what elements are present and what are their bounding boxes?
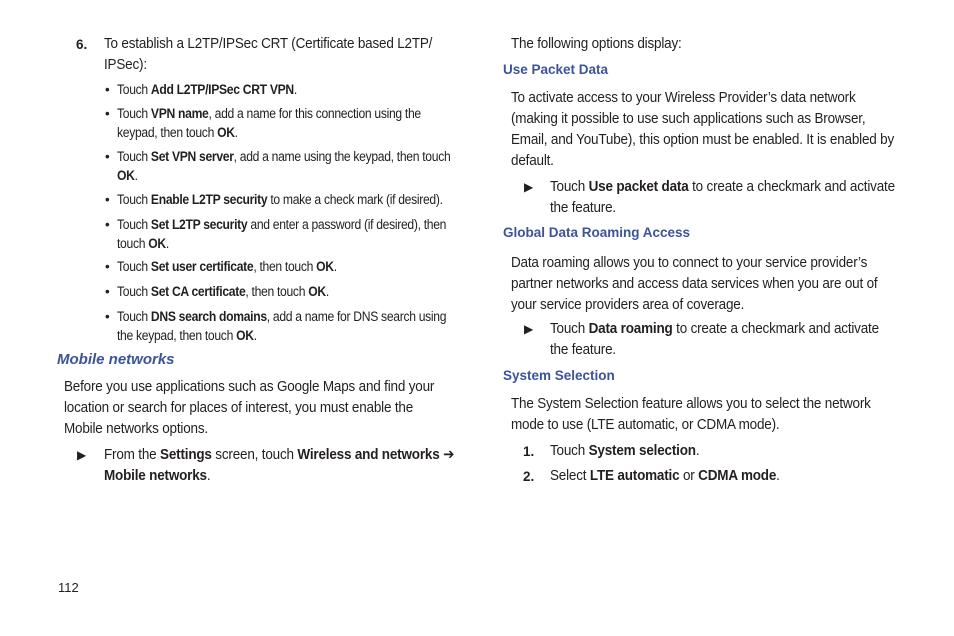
bullet-bold-term: Add L2TP/IPSec CRT VPN [150, 82, 294, 97]
paragraph-line: default. [511, 153, 554, 169]
step-text-line [104, 466, 210, 487]
paragraph-line: Email, and YouTube), this option must be enabled. It is enabled by [511, 132, 895, 148]
bullet-icon: • [105, 192, 110, 207]
arrow-bullet-icon: ▶ [524, 322, 534, 336]
bullet-bold-term: Set user certificate [150, 259, 254, 274]
step-text: . [206, 468, 211, 484]
arrow-bullet-icon: ▶ [524, 180, 534, 194]
step-text-line [550, 441, 699, 462]
step-bold-term: Data roaming [588, 321, 673, 337]
step-text: Touch [550, 321, 589, 337]
bullet-bold-term: OK [148, 236, 166, 251]
bullet-icon: • [105, 259, 110, 274]
bullet-text: Touch [117, 106, 151, 121]
intro-text: The following options display: [511, 36, 682, 52]
bullet-icon: • [105, 106, 110, 121]
arrow-bullet-icon: ▶ [77, 448, 87, 462]
paragraph-line: your service providers area of coverage. [511, 297, 745, 313]
step-text: . [695, 443, 700, 459]
section-heading-system-selection: System Selection [503, 368, 615, 383]
step-text: screen, touch [211, 447, 298, 463]
bullet-text: Touch [117, 149, 151, 164]
step-text-line: the feature. [550, 342, 617, 358]
step-text: or [679, 468, 699, 484]
list-item [117, 282, 329, 301]
paragraph-line: mode to use (LTE automatic, or CDMA mode). [511, 417, 780, 433]
list-item-continuation [117, 123, 238, 142]
bullet-bold-term: Set CA certificate [150, 284, 246, 299]
bullet-bold-term: Enable L2TP security [150, 192, 268, 207]
paragraph-line: location or search for places of interest, you must enable the [64, 400, 414, 416]
paragraph-line: (making it possible to use such applications such as Browser, [511, 111, 866, 127]
step-text-line [550, 466, 780, 487]
step-text-line [104, 445, 454, 466]
step-text: From the [104, 447, 161, 463]
bullet-bold-term: OK [316, 259, 334, 274]
bullet-text: . [325, 284, 329, 299]
bullet-bold-term: OK [308, 284, 326, 299]
step-text: Touch [550, 179, 589, 195]
bullet-text: . [165, 236, 169, 251]
paragraph-line: Before you use applications such as Google Maps and find your [64, 379, 435, 395]
bullet-text: , add a name for this connection using the [208, 106, 421, 121]
list-item [117, 307, 446, 326]
list-item [117, 190, 443, 209]
paragraph-line: Mobile networks options. [64, 421, 208, 437]
bullet-bold-term: OK [236, 328, 254, 343]
step-text-line: IPSec): [104, 57, 147, 73]
bullet-bold-term: OK [117, 168, 135, 183]
bullet-text: Touch [117, 192, 151, 207]
step-bold-term: Wireless and networks ➔ [297, 447, 455, 463]
bullet-text: , add a name for DNS search using [266, 309, 447, 324]
step-text-line [550, 177, 895, 198]
bullet-bold-term: DNS search domains [150, 309, 267, 324]
bullet-text: . [134, 168, 138, 183]
bullet-text: , then touch [253, 259, 317, 274]
step-text: to create a checkmark and activate [688, 179, 895, 195]
paragraph-line: Data roaming allows you to connect to your service provider’s [511, 255, 868, 271]
step-text-line: To establish a L2TP/IPSec CRT (Certificate based L2TP/ [104, 36, 433, 52]
bullet-bold-term: Set VPN server [150, 149, 234, 164]
bullet-text: touch [117, 236, 149, 251]
step-text-line [550, 319, 879, 340]
step-number: 1. [523, 444, 535, 459]
bullet-bold-term: OK [217, 125, 235, 140]
step-text-line: the feature. [550, 200, 617, 216]
paragraph-line: The System Selection feature allows you to select the network [511, 396, 871, 412]
bullet-icon: • [105, 309, 110, 324]
step-text: to create a checkmark and activate [672, 321, 879, 337]
step-bold-term: Use packet data [588, 179, 689, 195]
list-item [117, 104, 421, 123]
bullet-text: , add a name using the keypad, then touch [233, 149, 451, 164]
section-heading-mobile-networks: Mobile networks [57, 351, 175, 368]
list-item [117, 80, 297, 99]
bullet-text: keypad, then touch [117, 125, 218, 140]
bullet-text: Touch [117, 217, 151, 232]
paragraph-line: partner networks and access data services when you are out of [511, 276, 878, 292]
section-heading-use-packet-data: Use Packet Data [503, 62, 609, 77]
bullet-text: to make a check mark (if desired). [267, 192, 443, 207]
bullet-bold-term: Set L2TP security [150, 217, 248, 232]
bullet-icon: • [105, 217, 110, 232]
section-heading-global-data-roaming: Global Data Roaming Access [503, 225, 691, 240]
bullet-text: . [253, 328, 257, 343]
bullet-icon: • [105, 82, 110, 97]
step-text: Touch [550, 443, 589, 459]
bullet-text: . [234, 125, 238, 140]
paragraph-line: To activate access to your Wireless Provider’s data network [511, 90, 856, 106]
list-item-continuation [117, 234, 169, 253]
step-number: 2. [523, 469, 535, 484]
step-number: 6. [76, 37, 88, 52]
step-text: . [776, 468, 780, 484]
page-number: 112 [58, 580, 79, 595]
step-bold-term: System selection [588, 443, 696, 459]
bullet-text: the keypad, then touch [117, 328, 237, 343]
bullet-icon: • [105, 149, 110, 164]
list-item-continuation [117, 166, 138, 185]
step-bold-term: Settings [160, 447, 212, 463]
list-item-continuation [117, 326, 257, 345]
bullet-text: Touch [117, 309, 151, 324]
list-item [117, 215, 446, 234]
list-item [117, 257, 337, 276]
bullet-bold-term: VPN name [150, 106, 209, 121]
bullet-text: . [293, 82, 297, 97]
list-item [117, 147, 450, 166]
bullet-text: and enter a password (if desired), then [247, 217, 447, 232]
step-bold-term: CDMA mode [698, 468, 777, 484]
step-bold-term: LTE automatic [589, 468, 680, 484]
bullet-text: Touch [117, 82, 151, 97]
bullet-text: , then touch [245, 284, 309, 299]
bullet-text: . [333, 259, 337, 274]
bullet-text: Touch [117, 284, 151, 299]
step-bold-term: Mobile networks [104, 468, 207, 484]
step-text: Select [550, 468, 590, 484]
bullet-text: Touch [117, 259, 151, 274]
bullet-icon: • [105, 284, 110, 299]
